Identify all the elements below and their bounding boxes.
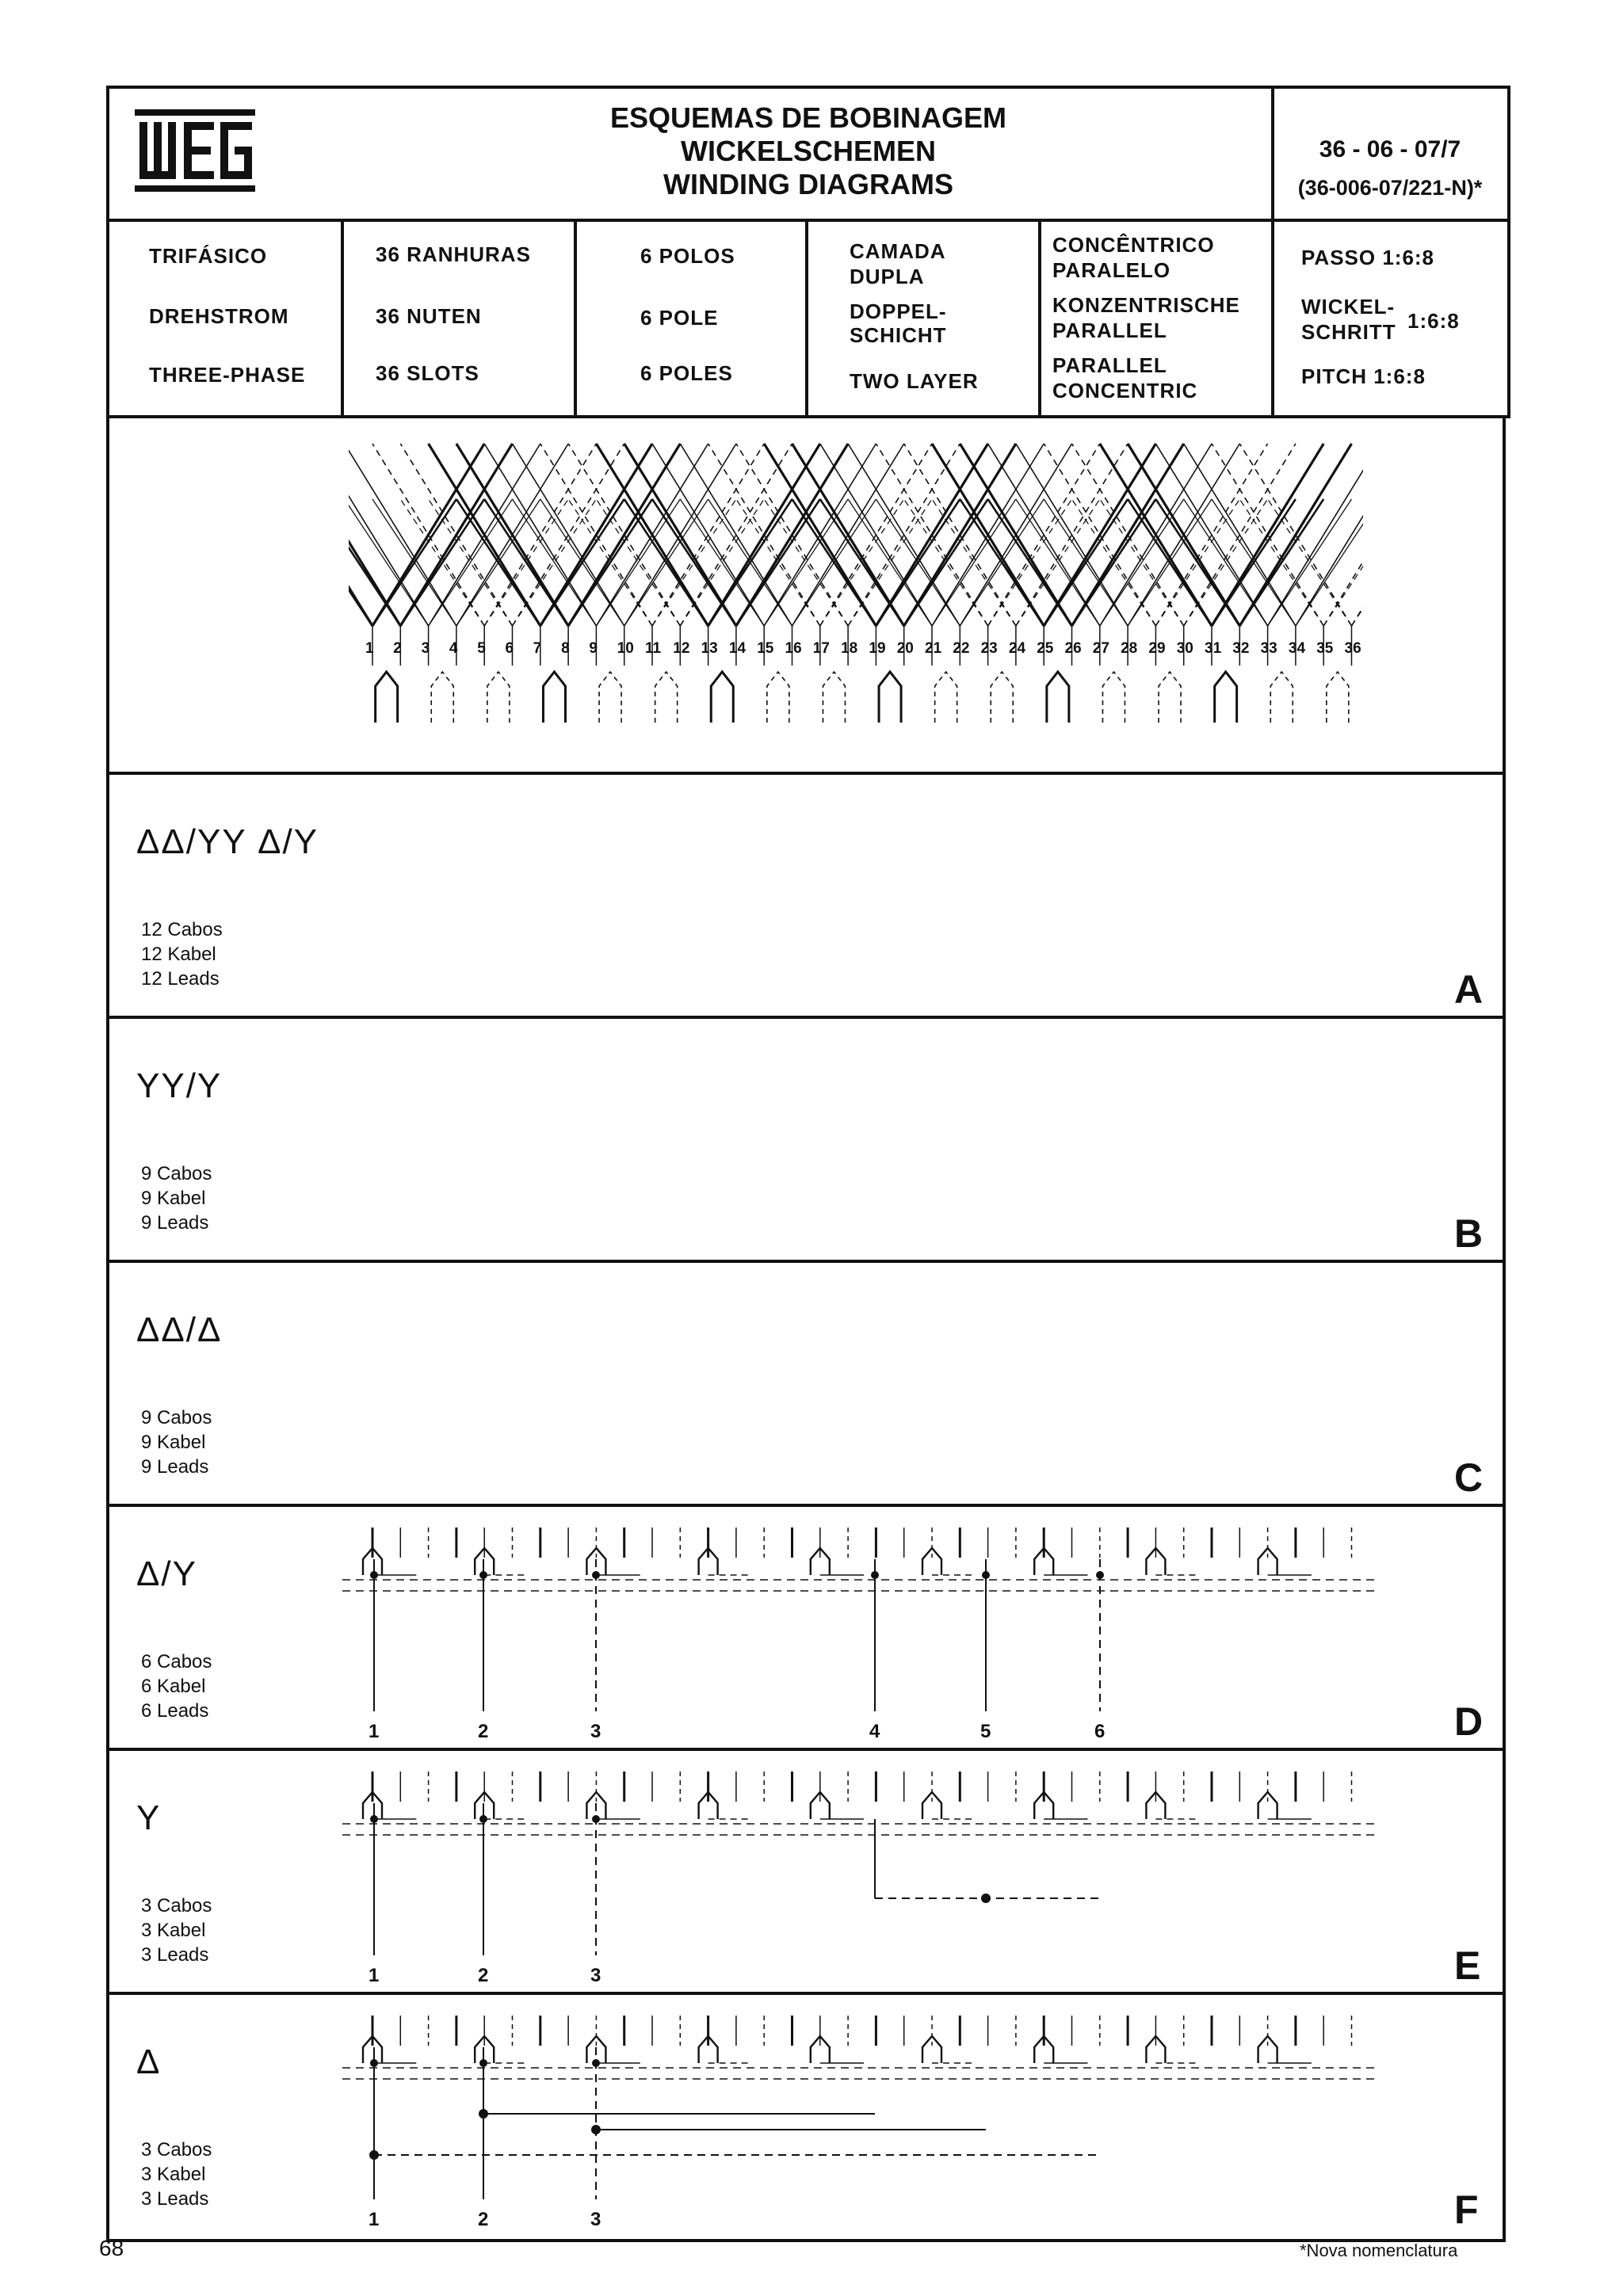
- coil-strand: [1268, 444, 1380, 626]
- lead-shape: [431, 672, 453, 723]
- lead-shape: [599, 672, 621, 723]
- section-letter: F: [1454, 2187, 1479, 2232]
- slot-number: 34: [1288, 640, 1306, 657]
- title-line-de: WICKELSCHEMEN: [681, 135, 936, 167]
- group-lead: [922, 2036, 941, 2063]
- slot-number: 31: [1205, 640, 1222, 657]
- slot-number: 32: [1232, 640, 1250, 657]
- terminal-node: [871, 1571, 879, 1579]
- leads-label: 9 Kabel: [141, 1188, 206, 1209]
- terminal-number: 6: [1094, 1721, 1106, 1742]
- spec-layer-5: TWO LAYER: [850, 369, 979, 393]
- terminal-number: 5: [980, 1721, 991, 1742]
- slot-number: 23: [980, 640, 998, 657]
- terminal-number: 2: [478, 2209, 489, 2230]
- page-number: 68: [99, 2236, 124, 2260]
- lead-shape: [767, 672, 789, 723]
- coil-strand: [345, 499, 429, 626]
- group-lead: [922, 1548, 941, 1575]
- spec-type-2: PARALELO: [1052, 258, 1171, 282]
- spec-slots-pt: 36 RANHURAS: [376, 242, 531, 266]
- leads-label: 3 Leads: [141, 2188, 209, 2210]
- leads-count: [141, 1650, 212, 1723]
- group-lead: [922, 1792, 941, 1819]
- slot-number: 3: [421, 640, 430, 657]
- section-letter: E: [1454, 1943, 1481, 1988]
- terminal-node: [370, 1815, 378, 1823]
- spec-layer-1: CAMADA: [850, 239, 946, 263]
- lead-shape: [1047, 672, 1069, 723]
- slot-number: 17: [812, 640, 830, 657]
- code-main: 36 - 06 - 07/7: [1319, 136, 1461, 162]
- slot-number: 15: [757, 640, 774, 657]
- lead-shape: [1159, 672, 1181, 723]
- connection-symbol: Δ: [136, 2042, 162, 2081]
- slot-number: 22: [953, 640, 970, 657]
- title-line-en: WINDING DIAGRAMS: [663, 168, 953, 200]
- leads-label: 6 Kabel: [141, 1676, 206, 1697]
- spec-type-3: KONZENTRISCHE: [1052, 293, 1240, 317]
- slot-number: 21: [925, 640, 942, 657]
- leads-label: 3 Kabel: [141, 1920, 206, 1941]
- leads-count: [141, 2138, 212, 2211]
- terminal-node: [592, 1815, 600, 1823]
- slot-number: 26: [1064, 640, 1082, 657]
- leads-label: 3 Kabel: [141, 2164, 206, 2185]
- spec-pitch-pt: PASSO 1:6:8: [1301, 246, 1435, 269]
- spec-poles-en: 6 POLES: [640, 361, 733, 385]
- slot-number: 25: [1037, 640, 1054, 657]
- lead-shape: [823, 672, 845, 723]
- spec-layer-4: SCHICHT: [850, 323, 947, 347]
- slot-number: 11: [645, 640, 662, 657]
- leads-label: 9 Cabos: [141, 1407, 212, 1428]
- leads-label: 12 Cabos: [141, 919, 223, 940]
- leads-label: 3 Cabos: [141, 1895, 212, 1917]
- leads-label: 9 Leads: [141, 1456, 209, 1478]
- lead-shape: [1270, 672, 1293, 723]
- mask-left: [111, 428, 349, 634]
- leads-label: 12 Leads: [141, 968, 220, 990]
- connection-symbol: Y: [136, 1798, 162, 1837]
- lead-shape: [487, 672, 510, 723]
- spec-type-4: PARALLEL: [1052, 318, 1167, 342]
- delta-node: [591, 2125, 601, 2134]
- lead-shape: [1327, 672, 1349, 723]
- footnote: *Nova nomenclatura: [1300, 2241, 1458, 2260]
- star-point: [981, 1894, 991, 1903]
- spec-poles-pt: 6 POLOS: [640, 244, 735, 268]
- leads-label: 12 Kabel: [141, 944, 216, 965]
- slot-number: 19: [869, 640, 886, 657]
- lead-shape: [543, 672, 565, 723]
- leads-label: 9 Cabos: [141, 1163, 212, 1184]
- terminal-number: 2: [478, 1965, 489, 1986]
- slot-number: 18: [841, 640, 858, 657]
- slot-number: 20: [896, 640, 914, 657]
- slot-number: 6: [505, 640, 514, 657]
- slot-number: 4: [449, 640, 458, 657]
- spec-pitch-en: PITCH 1:6:8: [1301, 364, 1426, 388]
- slot-number: 29: [1148, 640, 1166, 657]
- group-lead: [1258, 1792, 1277, 1819]
- code-alt: (36-006-07/221-N)*: [1297, 176, 1483, 200]
- spec-pitch-de-2: SCHRITT: [1301, 320, 1396, 344]
- spec-layer-2: DUPLA: [850, 265, 925, 288]
- spec-phase-en: THREE-PHASE: [149, 363, 306, 387]
- terminal-node: [479, 2059, 487, 2067]
- slot-number: 2: [393, 640, 402, 657]
- terminal-node: [592, 1571, 600, 1579]
- lead-shape: [879, 672, 901, 723]
- spec-phase-pt: TRIFÁSICO: [149, 244, 268, 268]
- connection-symbol: ΔΔ/Δ: [136, 1310, 223, 1349]
- terminal-number: 1: [369, 1965, 380, 1986]
- slot-number: 8: [561, 640, 570, 657]
- leads-label: 3 Cabos: [141, 2139, 212, 2161]
- terminal-number: 4: [869, 1721, 880, 1742]
- delta-node: [479, 2109, 488, 2119]
- terminal-node: [370, 1571, 378, 1579]
- leads-label: 6 Leads: [141, 1700, 209, 1722]
- lead-shape: [655, 672, 678, 723]
- slot-number: 33: [1260, 640, 1277, 657]
- slot-number: 1: [365, 640, 374, 657]
- leads-label: 9 Leads: [141, 1212, 209, 1234]
- title-line-pt: ESQUEMAS DE BOBINAGEM: [609, 101, 1007, 134]
- slot-number: 36: [1344, 640, 1361, 657]
- leads-label: 6 Cabos: [141, 1651, 212, 1672]
- slot-number: 9: [589, 640, 598, 657]
- terminal-number: 1: [369, 1721, 380, 1742]
- leads-count: [141, 1894, 212, 1967]
- lead-shape: [1215, 672, 1237, 723]
- terminal-number: 3: [590, 2209, 601, 2230]
- lead-shape: [935, 672, 957, 723]
- terminal-node: [1096, 1571, 1104, 1579]
- leads-count: [141, 1405, 212, 1479]
- lead-shape: [991, 672, 1013, 723]
- leads-label: 9 Kabel: [141, 1432, 206, 1453]
- slot-number: 16: [785, 640, 802, 657]
- leads-count: [141, 1161, 212, 1235]
- connection-symbol: ΔΔ/YY Δ/Y: [136, 822, 319, 861]
- terminal-number: 1: [369, 2209, 380, 2230]
- connection-symbol: YY/Y: [136, 1066, 223, 1105]
- section-letter: D: [1454, 1699, 1484, 1744]
- spec-poles-de: 6 POLE: [640, 306, 719, 330]
- slot-number: 28: [1121, 640, 1138, 657]
- spec-slots-de: 36 NUTEN: [376, 304, 482, 328]
- coil-strand: [345, 444, 456, 626]
- connection-symbol: Δ/Y: [136, 1554, 197, 1593]
- terminal-node: [479, 1571, 487, 1579]
- slot-number: 13: [701, 640, 718, 657]
- spec-pitch-de-1: WICKEL-: [1301, 295, 1396, 318]
- leads-label: 3 Leads: [141, 1944, 209, 1966]
- spec-slots-en: 36 SLOTS: [376, 361, 479, 385]
- section-letter: A: [1454, 967, 1484, 1012]
- terminal-number: 3: [590, 1965, 601, 1986]
- delta-node: [369, 2150, 379, 2160]
- lead-shape: [1102, 672, 1125, 723]
- spec-type-5: PARALLEL: [1052, 353, 1167, 377]
- slot-number: 5: [477, 640, 486, 657]
- slot-number: 14: [728, 640, 747, 657]
- terminal-node: [982, 1571, 990, 1579]
- spec-layer-3: DOPPEL-: [850, 299, 947, 323]
- spec-phase-de: DREHSTROM: [149, 304, 289, 328]
- slot-number: 7: [533, 640, 542, 657]
- slot-number: 27: [1092, 640, 1109, 657]
- group-lead: [1258, 2036, 1277, 2063]
- section-letter: B: [1454, 1211, 1484, 1256]
- slot-number: 12: [673, 640, 690, 657]
- terminal-node: [479, 1815, 487, 1823]
- terminal-number: 2: [478, 1721, 489, 1742]
- spec-type-1: CONCÊNTRICO: [1052, 233, 1215, 257]
- lead-shape: [376, 672, 398, 723]
- slot-number: 10: [617, 640, 634, 657]
- leads-count: [141, 917, 223, 991]
- section-letter: C: [1454, 1455, 1484, 1500]
- slot-number: 35: [1316, 640, 1334, 657]
- terminal-node: [370, 2059, 378, 2067]
- lead-shape: [711, 672, 733, 723]
- spec-type-6: CONCENTRIC: [1052, 379, 1198, 402]
- terminal-node: [592, 2059, 600, 2067]
- mask-right: [1363, 428, 1498, 634]
- terminal-number: 3: [590, 1721, 601, 1742]
- slot-number: 24: [1008, 640, 1026, 657]
- group-lead: [1258, 1548, 1277, 1575]
- slot-number: 30: [1176, 640, 1193, 657]
- spec-pitch-de-3: 1:6:8: [1407, 309, 1460, 333]
